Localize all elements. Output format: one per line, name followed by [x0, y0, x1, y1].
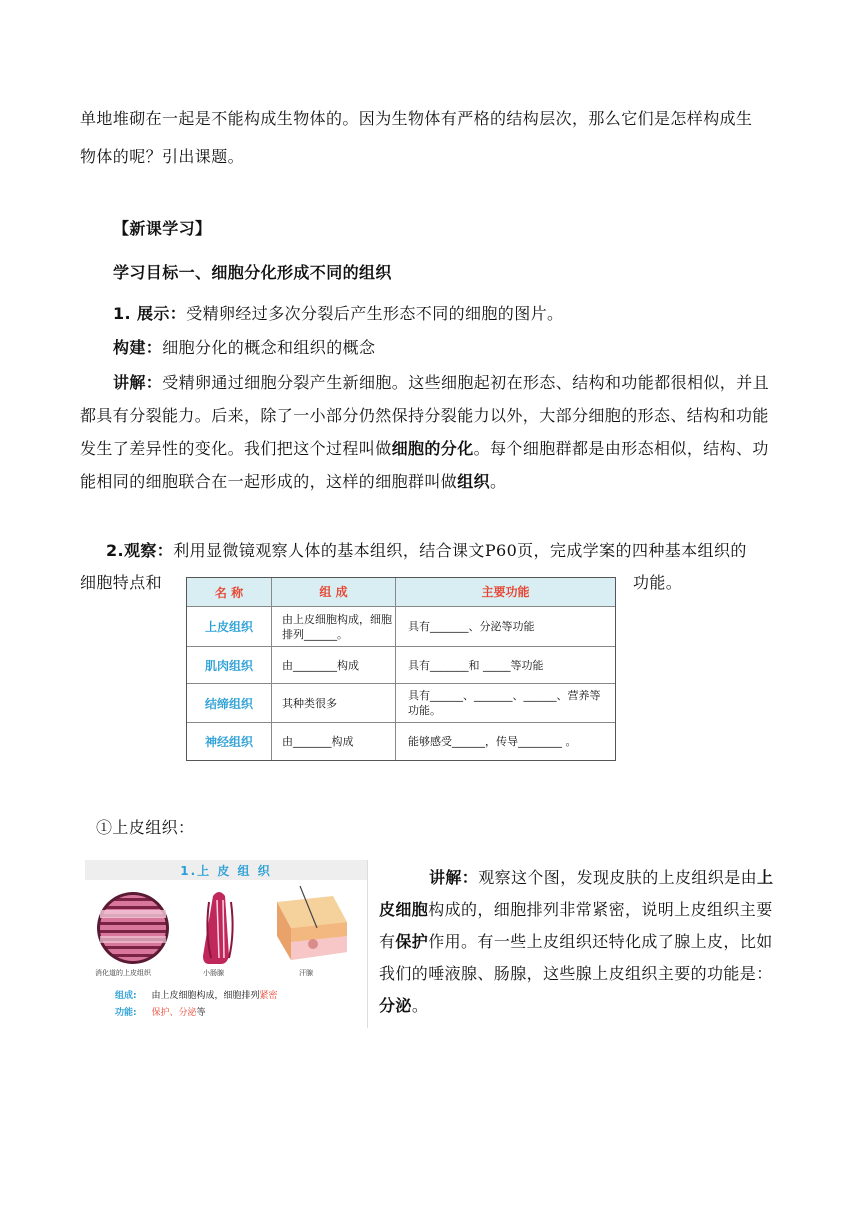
section-heading: 【新课学习】 — [113, 219, 212, 238]
table-row — [187, 647, 615, 684]
objective-heading: 学习目标一、细胞分化形成不同的组织 — [113, 263, 392, 282]
explain-1 — [80, 366, 785, 498]
row-composition: 由上皮细胞构成，细胞排列______。 — [272, 607, 396, 646]
item-2-label: 2.观察： — [106, 541, 174, 560]
caption-sweat-gland: 汗腺 — [299, 969, 313, 977]
construct-label: 构建： — [113, 338, 163, 357]
header-composition: 组 成 — [272, 578, 396, 606]
function-label: 功能: — [115, 1008, 137, 1018]
epithelium-explain-bold3: 分泌 — [379, 996, 412, 1015]
epithelium-explain-bold1: 上皮细胞 — [379, 868, 774, 919]
item-2 — [106, 536, 796, 566]
epithelium-explain-bold2: 保护 — [395, 932, 429, 951]
row-composition: 由_______构成 — [272, 723, 396, 760]
figure-composition — [115, 988, 278, 1001]
epithelium-explain — [379, 862, 784, 1022]
figure-title: 1.上 皮 组 织 — [180, 864, 272, 878]
tissue-table — [186, 577, 616, 761]
tissue-illustrations — [85, 882, 367, 1002]
explain-1-text-a: 受精卵通过细胞分裂产生新细胞。这些细胞起初在形态、结构和功能都很相似，并且都具有分裂能力。后来，除了一小部分仍然保持分裂能力以外，大部分细胞的形态、结构和功能发生了差异性的变化。我们把这个过程叫做 — [80, 373, 770, 458]
function-red: 保护、分泌 — [151, 1008, 197, 1018]
construct-text: 细胞分化的概念和组织的概念 — [162, 338, 376, 357]
row-name: 神经组织 — [187, 723, 272, 760]
epithelium-explain-label: 讲解： — [429, 868, 479, 887]
item-1 — [113, 299, 793, 329]
explain-1-bold-a: 细胞的分化 — [391, 439, 474, 458]
table-header — [187, 578, 615, 607]
intro-line-2: 物体的呢？引出课题。 — [80, 147, 245, 166]
table-row — [187, 723, 615, 760]
epithelium-figure — [85, 860, 368, 1028]
digestive-epithelium-image — [97, 892, 169, 964]
intestinal-gland-image — [203, 892, 233, 964]
intro-line-1: 单地堆砌在一起是不能构成生物体的。因为生物体有严格的结构层次，那么它们是怎样构成生 — [80, 109, 753, 128]
explain-1-text-c: 。 — [490, 472, 507, 491]
row-function: 能够感受______，传导________ 。 — [408, 735, 577, 748]
composition-text: 由上皮细胞构成，细胞排列 — [151, 991, 260, 1001]
epithelium-explain-c: 作用。有一些上皮组织还特化成了腺上皮，比如我们的唾液腺、肠腺，这些腺上皮组织主要的功能是： — [379, 932, 773, 983]
epithelium-heading: ①上皮组织： — [96, 818, 195, 837]
function-text: 等 — [196, 1008, 206, 1018]
epithelium-explain-b: 构成的，细胞排列非常紧密，说明上皮组织主要有 — [379, 900, 773, 951]
caption-digestive: 消化道的上皮组织 — [95, 969, 151, 977]
figure-function — [115, 1005, 206, 1018]
row-function: 具有______、_______、______、营养等功能。 — [408, 689, 601, 717]
item-2-text: 利用显微镜观察人体的基本组织，结合课文P60页，完成学案的四种基本组织的 — [173, 541, 747, 560]
epithelium-explain-a: 观察这个图，发现皮肤的上皮组织是由 — [478, 868, 758, 887]
row-name: 肌肉组织 — [187, 647, 272, 683]
item-2-line2-left: 细胞特点和 — [80, 573, 163, 592]
composition-red: 紧密 — [259, 991, 278, 1001]
table-row — [187, 607, 615, 647]
item-1-label: 1. 展示： — [113, 304, 187, 323]
explain-1-label: 讲解： — [113, 373, 163, 392]
row-name: 上皮组织 — [187, 607, 272, 646]
item-1-text: 受精卵经过多次分裂后产生形态不同的细胞的图片。 — [186, 304, 564, 323]
construct — [113, 333, 793, 363]
row-function: 具有_______、分泌等功能 — [408, 620, 535, 633]
row-function: 具有_______和 _____等功能 — [408, 658, 544, 672]
row-composition: 其种类很多 — [272, 684, 396, 722]
row-composition: 由________构成 — [272, 647, 396, 683]
header-name: 名 称 — [187, 578, 272, 606]
sweat-gland-image — [277, 886, 347, 960]
item-2-line2-right: 功能。 — [633, 573, 683, 592]
caption-intestinal-gland: 小肠腺 — [203, 969, 224, 977]
epithelium-explain-d: 。 — [411, 996, 429, 1015]
explain-1-text-b: 。每个细胞群都是由形态相似，结构、功能相同的细胞联合在一起形成的，这样的细胞群叫做 — [80, 439, 769, 491]
row-name: 结缔组织 — [187, 684, 272, 722]
table-row — [187, 684, 615, 723]
composition-label: 组成: — [115, 991, 137, 1001]
explain-1-bold-b: 组织 — [457, 472, 491, 491]
header-function: 主要功能 — [481, 584, 530, 599]
